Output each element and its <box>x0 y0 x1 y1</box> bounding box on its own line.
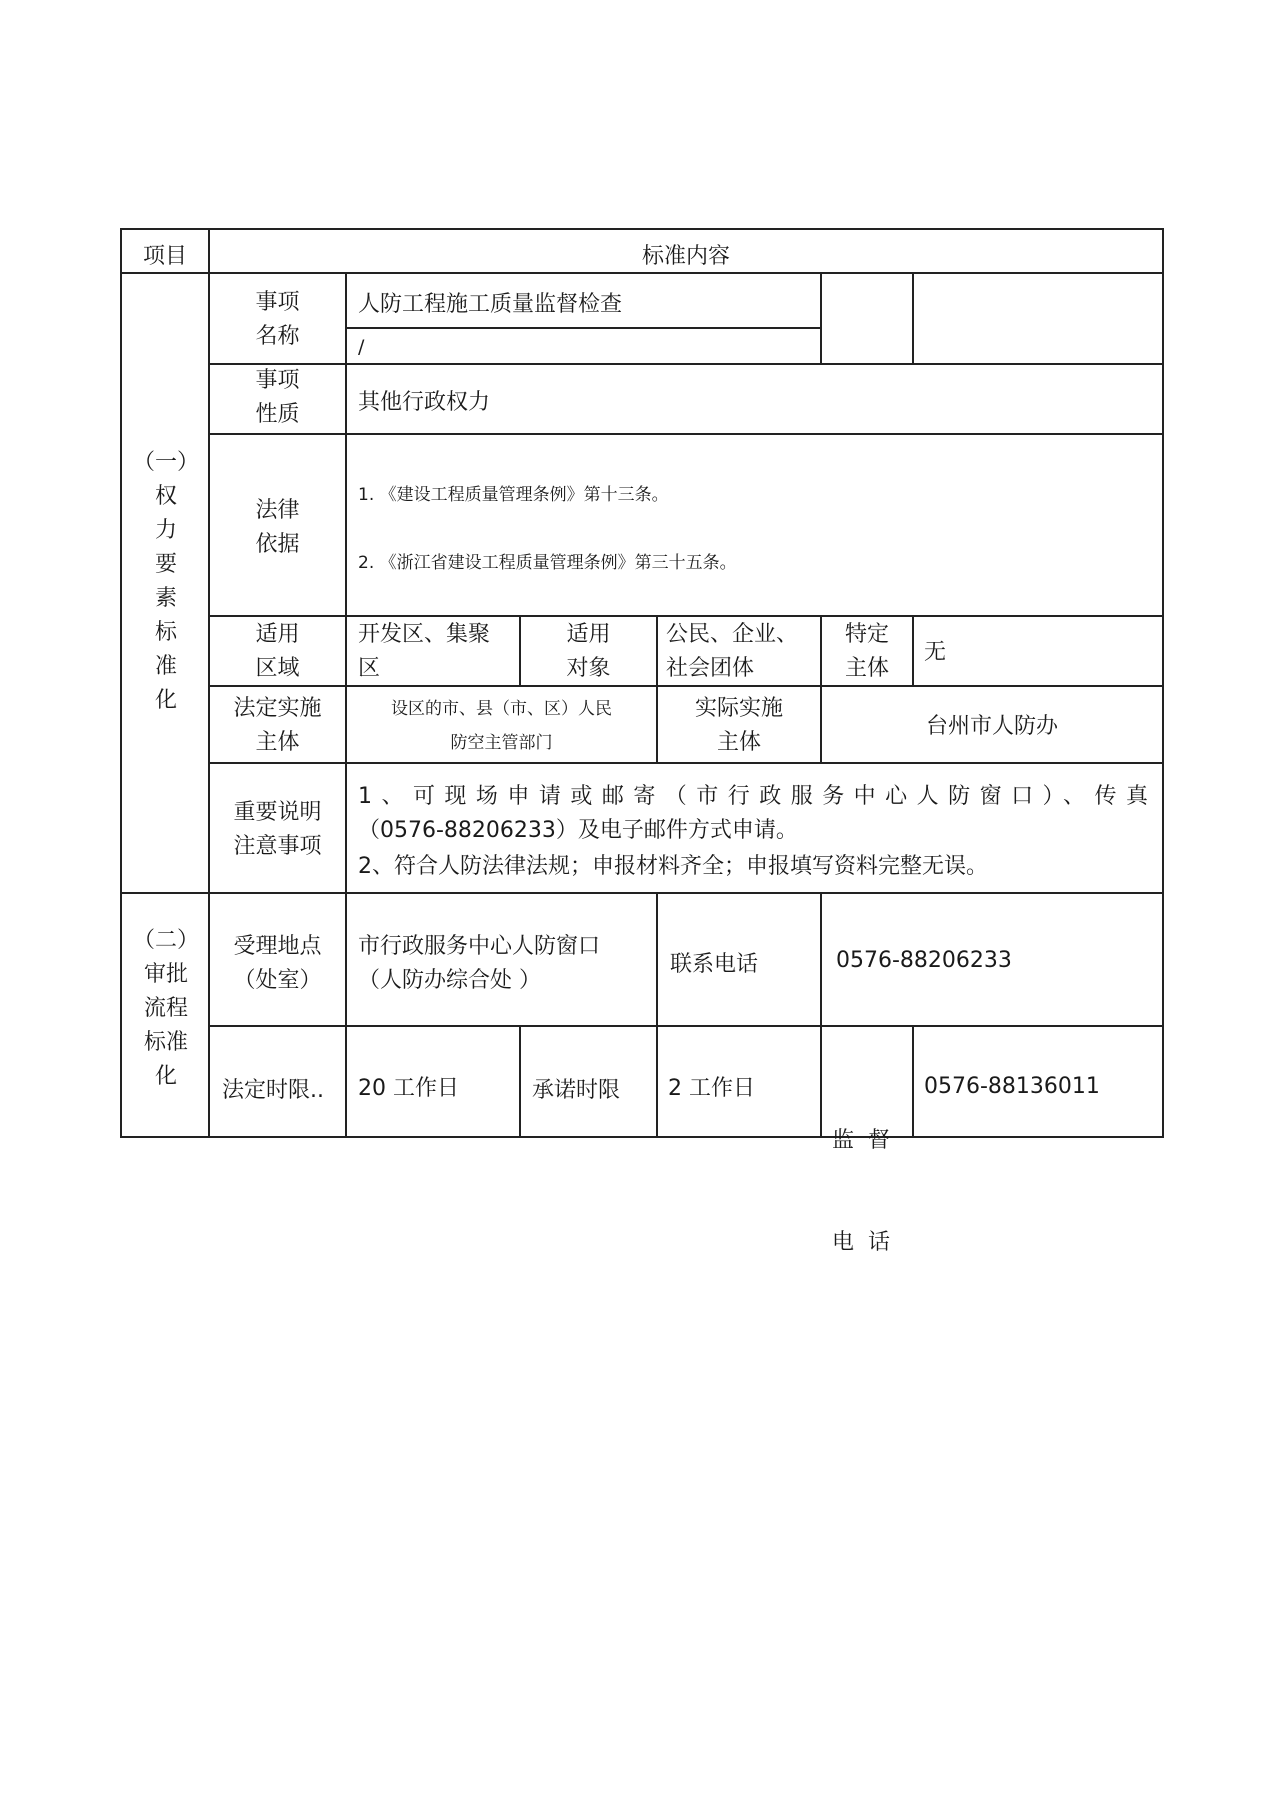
section2-label: （二） 审批 流程 标准 化 <box>132 928 199 1089</box>
actual-subject-label: 实际实施 主体 <box>694 696 783 755</box>
promise-limit-label: 承诺时限 <box>532 1078 621 1103</box>
applicable-area-label: 适用 区域 <box>255 622 300 681</box>
note-line: 2、符合人防法律法规；申报材料齐全；申报填写资料完整无误。 <box>358 854 988 879</box>
header-content-label: 标准内容 <box>641 244 730 269</box>
item-name-label: 事项 名称 <box>255 290 300 349</box>
applicable-area-value: 开发区、集聚 区 <box>358 622 491 681</box>
legal-limit-value: 20 工作日 <box>358 1076 459 1101</box>
law-basis-label: 法律 依据 <box>255 498 300 557</box>
special-subject-value: 无 <box>924 640 947 665</box>
applicable-target-value: 公民、企业、 社会团体 <box>666 622 799 681</box>
special-subject-label: 特定 主体 <box>844 622 889 681</box>
notes-label: 重要说明 注意事项 <box>233 800 322 859</box>
legal-limit-label: 法定时限.. <box>222 1078 324 1103</box>
section1-label: （一） 权 力 要 素 标 准 化 <box>132 450 199 713</box>
contact-phone-label: 联系电话 <box>670 952 759 977</box>
item-nature-label: 事项 性质 <box>255 368 300 427</box>
legal-subject-label: 法定实施 主体 <box>233 696 322 755</box>
actual-subject-value: 台州市人防办 <box>925 714 1058 739</box>
legal-subject-value: 设区的市、县（市、区）人民 防空主管部门 <box>391 699 612 753</box>
item-nature-value: 其他行政权力 <box>358 390 491 415</box>
note-line: （0576-88206233）及电子邮件方式申请。 <box>358 818 798 843</box>
note-line: 1、可现场申请或邮寄（市行政服务中心人防窗口）、传真 <box>358 784 1148 809</box>
accept-place-label: 受理地点 （处室） <box>233 934 322 993</box>
item-name-value: 人防工程施工质量监督检查 <box>358 292 623 317</box>
item-name-sub: / <box>358 336 365 358</box>
law-item: 1. 《建设工程质量管理条例》第十三条。 <box>358 485 669 505</box>
applicable-target-label: 适用 对象 <box>566 622 611 681</box>
law-item: 2. 《浙江省建设工程质量管理条例》第三十五条。 <box>358 553 737 573</box>
accept-place-value: 市行政服务中心人防窗口 （人防办综合处 ） <box>358 934 601 993</box>
header-item-label: 项目 <box>142 244 187 269</box>
supervise-phone-label: 监 督 电 话 <box>832 1128 890 1255</box>
contact-phone-value: 0576-88206233 <box>836 948 1012 973</box>
supervise-phone-value: 0576-88136011 <box>924 1074 1100 1099</box>
promise-limit-value: 2 工作日 <box>668 1076 755 1101</box>
